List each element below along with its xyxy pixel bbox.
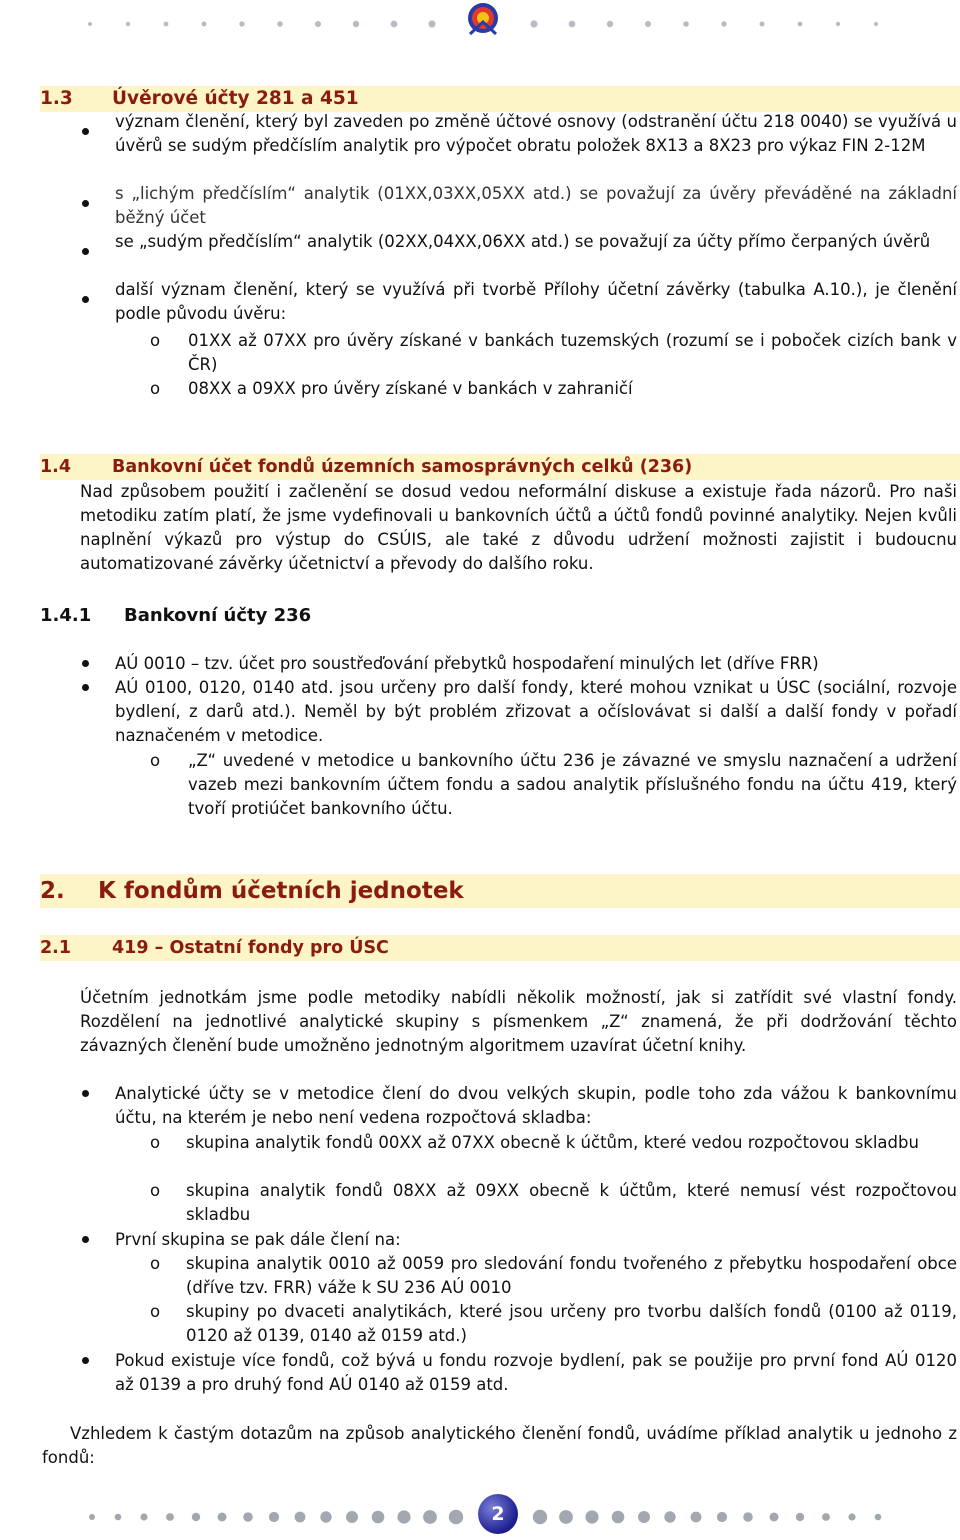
circle-o-icon: o xyxy=(150,1133,161,1152)
circle-o-icon: o xyxy=(150,331,161,350)
bullet-dot-icon xyxy=(82,1357,89,1364)
sub-bullet-text: skupina analytik 0010 až 0059 pro sledování fondu tvořeného z přebytku hospodaření obce (dříve tzv. FRR) váže k SU 236 AÚ 0010 xyxy=(186,1254,957,1297)
section-title: Úvěrové účty 281 a 451 xyxy=(112,88,359,109)
section-number: 1.4.1 xyxy=(40,605,92,626)
bullet-dot-icon xyxy=(82,1236,89,1243)
bullet-dot-icon xyxy=(82,660,89,667)
bullet-text: AÚ 0100, 0120, 0140 atd. jsou určeny pro další fondy, které mohou vznikat u ÚSC (sociální, rozvoje bydlení, z darů atd.). Neměl by být problém zřizovat a očíslovávat si další a další fondy v pořadí naznačeném v metodice. xyxy=(115,678,957,745)
section-paragraph: Účetním jednotkám jsme podle metodiky nabídli několik možností, jak si zatřídit své vlastní fondy. Rozdělení na jednotlivé analytické skupiny s písmenkem „Z“ znamená, že při dodržování těchto závazných členění bude umožněno jednotným algoritmem uzavírat účetní knihy. xyxy=(80,988,957,1055)
circle-o-icon: o xyxy=(150,379,161,398)
sub-bullet-text: 08XX a 09XX pro úvěry získané v bankách v zahraničí xyxy=(188,379,633,398)
section-number: 2.1 xyxy=(40,938,72,958)
section-heading-1-4 xyxy=(40,454,960,480)
page-number: 2 xyxy=(478,1494,518,1534)
bullet-text: AÚ 0010 – tzv. účet pro soustřeďování přebytků hospodaření minulých let (dříve FRR) xyxy=(115,654,819,673)
bullet-text: Analytické účty se v metodice člení do dvou velkých skupin, podle toho zda vážou k bankovnímu účtu, na kterém je nebo není vedena rozpočtová skladba: xyxy=(115,1084,957,1127)
bullet-dot-icon xyxy=(82,128,89,135)
bullet-text: další význam členění, který se využívá při tvorbě Přílohy účetní závěrky (tabulka A.10.), je členění podle původu úvěru: xyxy=(115,280,957,323)
circle-o-icon: o xyxy=(150,751,161,770)
section-paragraph: Nad způsobem použití i začlenění se dosud vedou neformální diskuse a existuje řada názorů. Pro naši metodiku zatím platí, že jsme vydefinovali u bankovních účtů a účtů fondů povinné analytiky. Nejen kvůli naplnění výkazů pro výstup do CSÚIS, ale také z důvodu udržení možnosti zajistit i budoucnu automatizované závěrky účetnictví a převody do dalšího roku. xyxy=(80,482,957,573)
bullet-dot-icon xyxy=(82,248,89,255)
bullet-text: Pokud existuje více fondů, což bývá u fondu rozvoje bydlení, pak se použije pro první fond AÚ 0120 až 0139 a pro druhý fond AÚ 0140 až 0159 atd. xyxy=(115,1351,957,1394)
section-title: Bankovní účty 236 xyxy=(124,605,312,626)
circle-o-icon: o xyxy=(150,1254,161,1273)
bullet-dot-icon xyxy=(82,684,89,691)
chapter-heading-2 xyxy=(40,874,960,908)
bullet-text: První skupina se pak dále člení na: xyxy=(115,1230,401,1249)
bullet-text: s „lichým předčíslím“ analytik (01XX,03XX,05XX atd.) se považují za úvěry převáděné na základní běžný účet xyxy=(115,184,957,227)
bullet-text: význam členění, který byl zaveden po změně účtové osnovy (odstranění účtu 218 0040) se využívá u úvěrů se sudým předčíslím analytik pro výpočet obratu položek 8X13 a 8X23 pro výkaz FIN 2-12M xyxy=(115,112,957,155)
subsection-heading-1-4-1 xyxy=(40,603,311,629)
bullet-dot-icon xyxy=(82,200,89,207)
section-title: Bankovní účet fondů územních samosprávných celků (236) xyxy=(112,457,693,477)
bullet-dot-icon xyxy=(82,296,89,303)
section-number: 2. xyxy=(40,878,65,904)
bullet-text: se „sudým předčíslím“ analytik (02XX,04XX,06XX atd.) se považují za účty přímo čerpaných úvěrů xyxy=(115,232,931,251)
section-title: 419 – Ostatní fondy pro ÚSC xyxy=(112,938,389,958)
section-number: 1.4 xyxy=(40,457,72,477)
sub-bullet-text: skupiny po dvaceti analytikách, které jsou určeny pro tvorbu dalších fondů (0100 až 0119, 0120 až 0139, 0140 až 0159 atd.) xyxy=(186,1302,957,1345)
sub-bullet-text: skupina analytik fondů 00XX až 07XX obecně k účtům, které vedou rozpočtovou skladbu xyxy=(186,1133,919,1152)
circle-o-icon: o xyxy=(150,1302,161,1321)
section-number: 1.3 xyxy=(40,88,73,109)
closing-paragraph: Vzhledem k častým dotazům na způsob analytického členění fondů, uvádíme příklad analytik u jednoho z fondů: xyxy=(42,1424,957,1467)
section-heading-2-1 xyxy=(40,935,960,961)
bullet-dot-icon xyxy=(82,1090,89,1097)
sub-bullet-text: „Z“ uvedené v metodice u bankovního účtu 236 je závazné ve smyslu naznačení a udržení vazeb mezi bankovním účtem fondu a sadou analytik příslušného fondu na účtu 419, který tvoří protiúčet bankovního účtu. xyxy=(188,751,957,818)
section-title: K fondům účetních jednotek xyxy=(98,878,464,904)
sub-bullet-text: 01XX až 07XX pro úvěry získané v bankách tuzemských (rozumí se i poboček cizích bank v ČR) xyxy=(188,331,957,374)
section-heading-1-3 xyxy=(40,86,960,112)
circle-o-icon: o xyxy=(150,1181,161,1200)
logo-emblem-icon xyxy=(466,0,500,40)
sub-bullet-text: skupina analytik fondů 08XX až 09XX obecně k účtům, které nemusí vést rozpočtovou skladbu xyxy=(186,1181,957,1224)
